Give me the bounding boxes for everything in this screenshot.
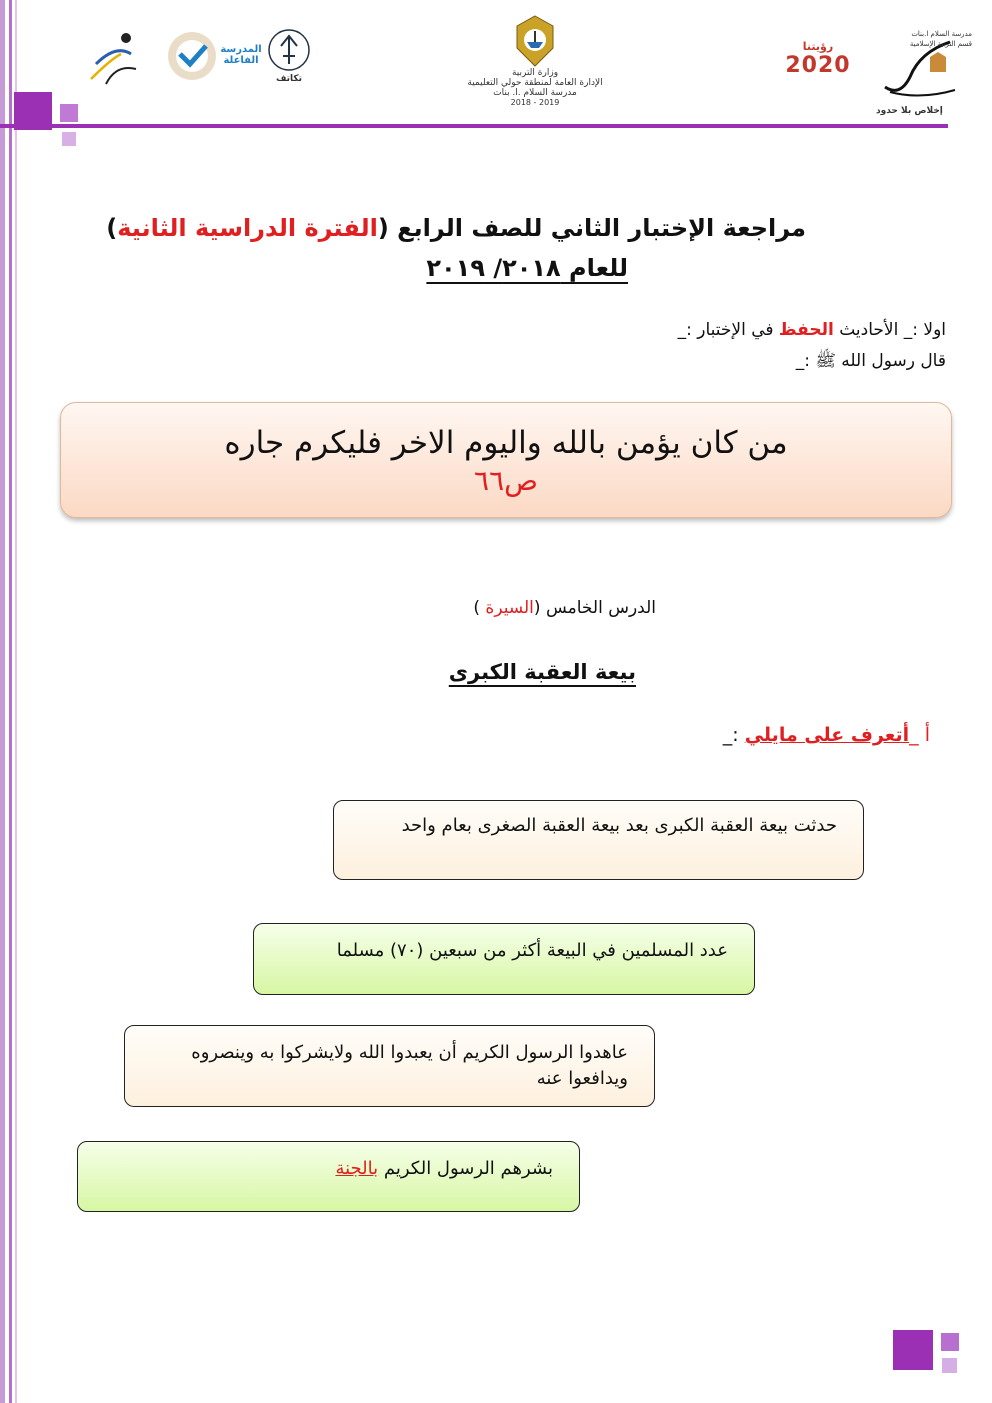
prophet-said: قال رسول الله ﷺ :_: [795, 351, 946, 371]
hadith-page: ص٦٦: [474, 464, 538, 497]
lesson-heading: بيعة العقبة الكبرى: [448, 660, 636, 684]
decor-square-top-3: [62, 132, 76, 146]
title-part2: ): [106, 214, 118, 242]
ministry-line1: وزارة التربية: [511, 68, 559, 78]
ministry-line3: مدرسة السلام .ا. بنات: [493, 88, 577, 98]
fact-box-1: حدثت بيعة العقبة الكبرى بعد بيعة العقبة الصغرى بعام واحد: [333, 800, 864, 880]
department-line1: مدرسة السلام ا.بنات: [911, 30, 972, 38]
ministry-block: [450, 14, 620, 124]
page-title: [106, 214, 806, 242]
effective-school-caption: المدرسة الفاعلة: [220, 44, 262, 66]
exercise-instruction: أ _أتعرف على مايلي :_: [722, 724, 930, 746]
fact-box-2: عدد المسلمين في البيعة أكثر من سبعين (٧٠) مسلما: [253, 923, 755, 995]
decor-bar-2: [9, 0, 12, 1403]
department-line2: قسم التربية الإسلامية: [909, 40, 972, 48]
fact-box-4: بشرهم الرسول الكريم بالجنة: [77, 1141, 580, 1212]
hadith-box: [60, 402, 952, 518]
department-motto: إخلاص بلا حدود: [876, 106, 943, 116]
decor-square-top-2: [60, 104, 78, 122]
takatof-caption: تكاتف: [275, 74, 303, 84]
lesson-label: الدرس الخامس (السيرة ): [473, 598, 656, 618]
kuwait-emblem-icon: [513, 14, 557, 68]
decor-bar-3: [15, 0, 17, 1403]
decor-square-bottom-1: [893, 1330, 933, 1370]
takatof-logo: [266, 28, 312, 92]
vision-2020-logo: [782, 40, 854, 90]
title-red: الفترة الدراسية الثانية: [117, 214, 378, 242]
ministry-line2: الإدارة العامة لمنطقة حولي التعليمية: [467, 78, 603, 88]
decor-bar-1: [0, 0, 5, 1403]
effective-school-logo: [166, 22, 262, 94]
vision-text: رؤيتنا: [802, 40, 834, 53]
decor-square-top-1: [14, 92, 52, 130]
runner-logo: [86, 24, 146, 94]
section1-intro: اولا :_ الأحاديث الحفظ في الإختبار :_: [677, 320, 946, 340]
decor-square-bottom-2: [941, 1333, 959, 1351]
department-logo: [872, 14, 974, 118]
hadith-text: من كان يؤمن بالله واليوم الاخر فليكرم جاره: [224, 425, 788, 461]
title-part1: مراجعة الإختبار الثاني للصف الرابع (: [377, 214, 806, 242]
ministry-year: 2018 - 2019: [510, 98, 560, 107]
fact-box-3: عاهدوا الرسول الكريم أن يعبدوا الله ولايشركوا به وينصروه ويدافعوا عنه: [124, 1025, 655, 1107]
title-year: للعام ٢٠١٨/ ٢٠١٩: [426, 254, 628, 282]
vision-year: 2020: [785, 53, 851, 78]
header-divider: [0, 124, 948, 128]
decor-square-bottom-3: [942, 1358, 957, 1373]
